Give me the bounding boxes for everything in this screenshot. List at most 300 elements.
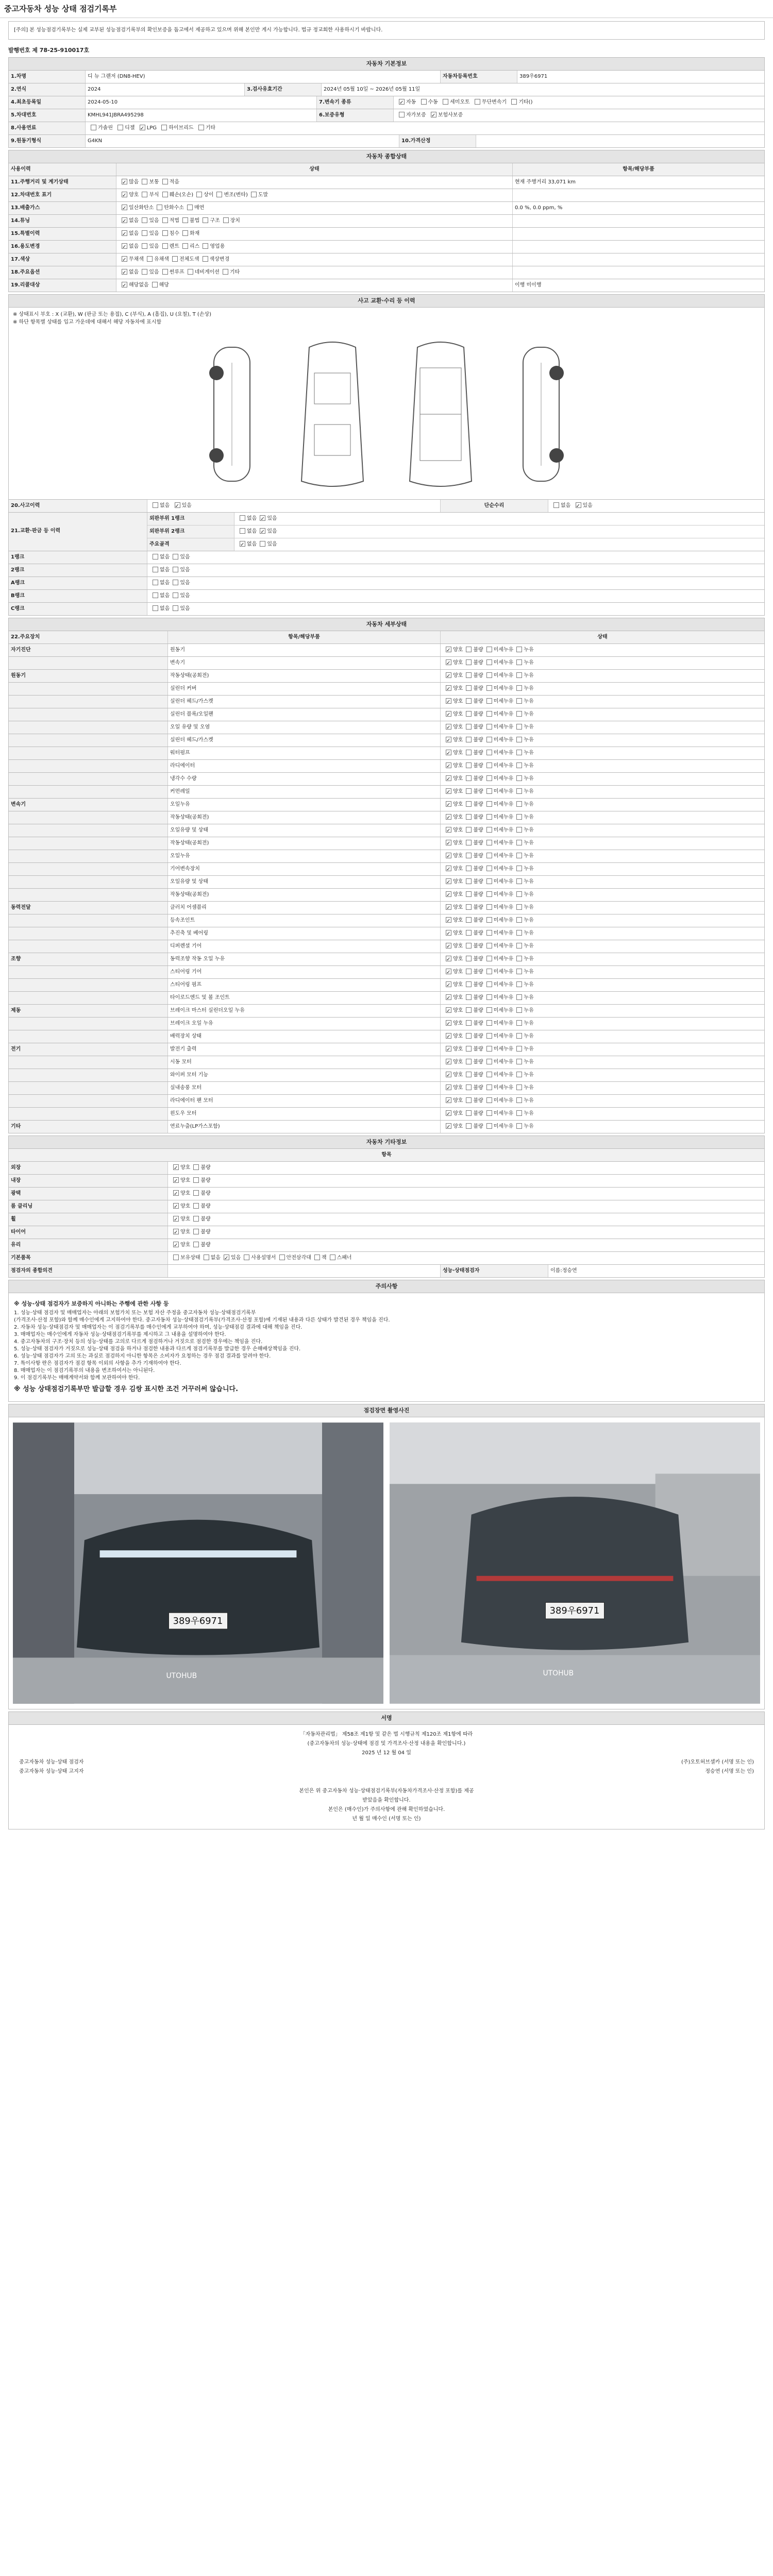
status-col1: 사용이력 bbox=[9, 163, 116, 176]
extra-row bbox=[9, 1213, 764, 1226]
checkbox bbox=[466, 685, 472, 691]
status-row-label: 11.주행거리 및 계기상태 bbox=[9, 176, 116, 189]
checkbox bbox=[173, 1242, 179, 1247]
checkbox bbox=[446, 750, 451, 755]
checkbox bbox=[516, 685, 522, 691]
checkbox bbox=[486, 1110, 492, 1116]
checkbox bbox=[516, 943, 522, 948]
trans-label: 7.변속기 종류 bbox=[317, 96, 394, 109]
checkbox bbox=[466, 969, 472, 974]
checkbox bbox=[142, 179, 147, 184]
basic-info-head: 자동차 기본정보 bbox=[8, 57, 765, 71]
detail-row bbox=[9, 850, 764, 863]
detail-row bbox=[9, 760, 764, 773]
checkbox bbox=[122, 205, 127, 210]
notes-line: 9. 이 점검기록부는 매매계약서와 함께 보관하여야 한다. bbox=[14, 1375, 140, 1381]
checkbox bbox=[466, 840, 472, 845]
part-row-rank: 2랭크 bbox=[9, 564, 147, 577]
detail-item-state: ✓ 양호 불량 미세누유 누유 bbox=[441, 1030, 764, 1043]
motor-label: 9.원동기형식 bbox=[9, 135, 86, 147]
part-row bbox=[9, 551, 764, 564]
extra-item-state: ✓ 양호 불량 bbox=[168, 1213, 764, 1226]
status-row-options: ✓ 없음 있음 침수 화재 bbox=[116, 228, 513, 240]
checkbox bbox=[516, 1084, 522, 1090]
checkbox bbox=[516, 917, 522, 923]
detail-item-state: ✓ 양호 불량 미세누유 누유 bbox=[441, 799, 764, 811]
checkbox bbox=[446, 1046, 451, 1052]
checkbox bbox=[193, 1203, 199, 1209]
detail-row bbox=[9, 902, 764, 914]
guarantee-label: 6.보증유형 bbox=[317, 109, 394, 122]
checkbox bbox=[516, 659, 522, 665]
checkbox bbox=[193, 1177, 199, 1183]
detail-item-state: ✓ 양호 불량 미세누유 누유 bbox=[441, 1043, 764, 1056]
checkbox bbox=[173, 1216, 179, 1222]
checkbox bbox=[516, 672, 522, 678]
checkbox bbox=[516, 711, 522, 717]
reg-no-value: 389우6971 bbox=[519, 74, 548, 79]
checkbox bbox=[446, 994, 451, 1000]
detail-item-label: 작동상태(공회전) bbox=[168, 837, 441, 850]
status-row-note bbox=[513, 189, 764, 201]
checkbox bbox=[446, 672, 451, 678]
detail-item-label: 브레이크 마스터 실린더오일 누유 bbox=[168, 1005, 441, 1017]
detail-item-label: 변속기 bbox=[168, 657, 441, 669]
detail-col1: 22.주요장치 bbox=[9, 631, 168, 643]
checkbox bbox=[446, 698, 451, 704]
checkbox bbox=[446, 659, 451, 665]
status-row bbox=[9, 189, 764, 202]
checkbox bbox=[314, 1255, 320, 1260]
status-row bbox=[9, 266, 764, 279]
detail-row bbox=[9, 953, 764, 966]
checkbox bbox=[162, 243, 168, 249]
detail-item-label: 실린더 커버 bbox=[168, 683, 441, 695]
checkbox bbox=[142, 243, 147, 249]
checkbox bbox=[486, 827, 492, 833]
checkbox bbox=[223, 269, 228, 275]
checkbox bbox=[466, 1084, 472, 1090]
status-col3: 항목/해당부품 bbox=[513, 163, 764, 176]
detail-group-label bbox=[9, 1082, 168, 1094]
checkbox bbox=[516, 1110, 522, 1116]
checkbox bbox=[446, 775, 451, 781]
detail-item-label: 와이퍼 모터 기능 bbox=[168, 1069, 441, 1081]
detail-item-label: 배력장치 상태 bbox=[168, 1030, 441, 1043]
checkbox bbox=[446, 891, 451, 897]
detail-group-label bbox=[9, 760, 168, 772]
detail-item-label: 작동상태(공회전) bbox=[168, 670, 441, 682]
detail-item-label: 등속조인트 bbox=[168, 914, 441, 927]
checkbox bbox=[142, 269, 147, 275]
detail-group-label bbox=[9, 708, 168, 721]
detail-item-state: ✓ 양호 불량 미세누유 누유 bbox=[441, 1108, 764, 1120]
status-row-note bbox=[513, 241, 764, 253]
extra-item-state: ✓ 양호 불량 bbox=[168, 1200, 764, 1213]
detail-item-label: 발전기 출력 bbox=[168, 1043, 441, 1056]
detail-group-label: 변속기 bbox=[9, 799, 168, 811]
checkbox bbox=[223, 217, 229, 223]
rank-value: 이름:정승연 bbox=[550, 1268, 577, 1274]
rank-label: 성능·상태점검자 bbox=[441, 1265, 548, 1277]
detail-row bbox=[9, 747, 764, 760]
checkbox bbox=[122, 217, 127, 223]
status-head: 자동차 종합상태 bbox=[8, 150, 765, 163]
detail-item-state: ✓ 양호 불량 미세누유 누유 bbox=[441, 927, 764, 940]
detail-row bbox=[9, 683, 764, 696]
checkbox bbox=[173, 592, 178, 598]
checkbox bbox=[486, 904, 492, 910]
detail-item-state: ✓ 양호 불량 미세누유 누유 bbox=[441, 1069, 764, 1081]
checkbox bbox=[516, 866, 522, 871]
extra-section bbox=[8, 1136, 765, 1278]
detail-group-label: 동력전달 bbox=[9, 902, 168, 914]
status-row-label: 16.용도변경 bbox=[9, 241, 116, 253]
checkbox bbox=[173, 1255, 179, 1260]
checkbox bbox=[446, 956, 451, 961]
part-row-options: 없음 있음 bbox=[147, 551, 764, 564]
part-row bbox=[9, 603, 764, 616]
checkbox bbox=[466, 994, 472, 1000]
checkbox bbox=[122, 282, 127, 287]
checkbox bbox=[182, 230, 188, 236]
checkbox bbox=[466, 1123, 472, 1129]
guarantee-options: 자가보증 ✓ 보험사보증 bbox=[394, 109, 764, 122]
checkbox bbox=[466, 1020, 472, 1026]
detail-row bbox=[9, 1018, 764, 1030]
checkbox bbox=[486, 866, 492, 871]
detail-item-state: ✓ 양호 불량 미세누유 누유 bbox=[441, 1005, 764, 1017]
detail-item-state: ✓ 양호 불량 미세누유 누유 bbox=[441, 657, 764, 669]
checkbox bbox=[486, 685, 492, 691]
checkbox bbox=[244, 1255, 249, 1260]
detail-item-label: 작동상태(공회전) bbox=[168, 811, 441, 824]
part-row-rank: B랭크 bbox=[9, 590, 147, 602]
car-top-rear-icon bbox=[397, 337, 484, 492]
checkbox bbox=[466, 891, 472, 897]
seller-label: 중고자동차 성능·상태 고지자 bbox=[19, 1769, 84, 1774]
detail-item-state: ✓ 양호 불량 미세누유 누유 bbox=[441, 1121, 764, 1133]
checkbox bbox=[153, 592, 158, 598]
extra-row bbox=[9, 1226, 764, 1239]
checkbox bbox=[173, 1190, 179, 1196]
part-row-rank: C랭크 bbox=[9, 603, 147, 615]
checkbox bbox=[446, 943, 451, 948]
extra-row bbox=[9, 1200, 764, 1213]
checkbox bbox=[516, 956, 522, 961]
document-number: 발행번호 제 78-25-910017호 bbox=[8, 47, 90, 54]
first-reg-label: 4.최초등록일 bbox=[9, 96, 86, 109]
detail-group-label bbox=[9, 876, 168, 888]
checkbox bbox=[466, 1110, 472, 1116]
motor-value: G4KN bbox=[86, 135, 399, 147]
rear-photo bbox=[390, 1421, 760, 1705]
checkbox bbox=[182, 243, 188, 249]
checkbox bbox=[466, 1033, 472, 1039]
checkbox bbox=[466, 711, 472, 717]
notes-line: 4. 중고자동차의 구조·장치 등의 성능·상태를 고의로 다르게 점검하거나 거짓으로 점검한 경우에는 책임을 진다. bbox=[14, 1339, 263, 1345]
notes-line: 5. 성능·상태 점검자가 거짓으로 성능·상태 점검을 하거나 점검한 내용과 다르게 점검기록부를 발급한 경우 손해배상책임을 진다. bbox=[14, 1346, 301, 1352]
detail-row bbox=[9, 992, 764, 1005]
extra-opinion-row bbox=[9, 1265, 764, 1278]
checkbox bbox=[516, 737, 522, 742]
checkbox bbox=[516, 1059, 522, 1064]
detail-row bbox=[9, 966, 764, 979]
status-row-options: ✓ 해당없음 해당 bbox=[116, 279, 513, 292]
checkbox bbox=[446, 917, 451, 923]
fuel-label: 8.사용연료 bbox=[9, 122, 86, 134]
inspector-label: 중고자동차 성능·상태 점검자 bbox=[19, 1759, 84, 1765]
checkbox bbox=[486, 981, 492, 987]
part-row-options: 없음 있음 bbox=[147, 564, 764, 577]
detail-item-label: 타이로드엔드 및 볼 조인트 bbox=[168, 992, 441, 1004]
checkbox bbox=[486, 840, 492, 845]
detail-item-state: ✓ 양호 불량 미세누유 누유 bbox=[441, 696, 764, 708]
detail-group-label bbox=[9, 721, 168, 734]
checkbox bbox=[516, 1046, 522, 1052]
checkbox bbox=[486, 750, 492, 755]
checkbox bbox=[466, 737, 472, 742]
checkbox bbox=[153, 605, 158, 611]
checkbox bbox=[486, 698, 492, 704]
checkbox bbox=[203, 243, 208, 249]
extra-row bbox=[9, 1175, 764, 1188]
accident-label: 20.사고이력 bbox=[9, 500, 147, 512]
checkbox bbox=[193, 1190, 199, 1196]
checkbox bbox=[466, 1007, 472, 1013]
detail-group-label bbox=[9, 747, 168, 759]
period-label: 3.검사유효기간 bbox=[245, 83, 322, 96]
notes-line: 3. 매매업자는 매수인에게 자동차 성능·상태점검기록부를 제시하고 그 내용을 설명하여야 한다. bbox=[14, 1332, 226, 1337]
checkbox bbox=[122, 256, 127, 262]
detail-group-label bbox=[9, 863, 168, 875]
detail-item-label: 추진축 및 베어링 bbox=[168, 927, 441, 940]
notes-line: 2. 자동차 성능·상태점검자 및 매매업자는 이 점검기록부를 매수인에게 교부하여야 하며, 성능·상태점검 결과에 대해 책임을 진다. bbox=[14, 1325, 303, 1330]
checkbox bbox=[516, 788, 522, 794]
detail-group-label: 조향 bbox=[9, 953, 168, 965]
status-row bbox=[9, 176, 764, 189]
extra-item-state: ✓ 양호 불량 bbox=[168, 1162, 764, 1174]
signature-section bbox=[8, 1711, 765, 1829]
checkbox bbox=[446, 878, 451, 884]
detail-group-label bbox=[9, 824, 168, 837]
detail-item-state: ✓ 양호 불량 미세누유 누유 bbox=[441, 1082, 764, 1094]
checkbox bbox=[466, 956, 472, 961]
detail-group-label: 제동 bbox=[9, 1005, 168, 1017]
part-row-options: 없음 있음 bbox=[147, 603, 764, 615]
buyer-line: 년 월 일 매수인 (서명 또는 인) bbox=[352, 1816, 421, 1822]
checkbox bbox=[446, 1072, 451, 1077]
front-photo bbox=[13, 1421, 383, 1705]
detail-group-label: 원동기 bbox=[9, 670, 168, 682]
checkbox bbox=[142, 230, 147, 236]
detail-row bbox=[9, 721, 764, 734]
status-row-label: 19.리콜대상 bbox=[9, 279, 116, 292]
checkbox bbox=[446, 1020, 451, 1026]
basic-items-options: 보유상태 없음✓ 있음 사용설명서 안전삼각대 잭 스패너 bbox=[168, 1252, 764, 1264]
checkbox bbox=[157, 205, 162, 210]
extra-basic-items-row bbox=[9, 1252, 764, 1265]
checkbox bbox=[122, 269, 127, 275]
checkbox bbox=[516, 1020, 522, 1026]
checkbox bbox=[193, 1216, 199, 1222]
seller-name: 정승연 (서명 또는 인) bbox=[705, 1769, 754, 1774]
checkbox bbox=[173, 1203, 179, 1209]
checkbox bbox=[486, 711, 492, 717]
checkbox bbox=[153, 567, 158, 572]
checkbox bbox=[204, 1255, 209, 1260]
notes-section bbox=[8, 1280, 765, 1402]
checkbox bbox=[446, 762, 451, 768]
detail-group-label bbox=[9, 683, 168, 695]
checkbox bbox=[147, 256, 153, 262]
checkbox bbox=[466, 1046, 472, 1052]
checkbox bbox=[446, 866, 451, 871]
major-frame-label: 주요골격 bbox=[147, 538, 234, 551]
checkbox bbox=[193, 1229, 199, 1234]
checkbox bbox=[446, 969, 451, 974]
checkbox bbox=[516, 904, 522, 910]
checkbox bbox=[446, 930, 451, 936]
detail-item-state: ✓ 양호 불량 미세누유 누유 bbox=[441, 734, 764, 747]
inspector-opinion-label: 점검자의 종합의견 bbox=[9, 1265, 168, 1277]
checkbox bbox=[173, 1164, 179, 1170]
checkbox bbox=[466, 698, 472, 704]
checkbox bbox=[486, 1084, 492, 1090]
notes-line: (가격조사·산정 포함)와 함께 매수인에게 고지하여야 한다. 중고자동차 성능·상태점검기록부(가격조사·산정 포함)에 기재된 내용과 다른 상태가 발견된 경우 책임을 진다. bbox=[14, 1317, 390, 1323]
checkbox bbox=[466, 943, 472, 948]
notes-line: 6. 성능·상태 점검자가 고의 또는 과실로 점검하지 아니한 항목은 소비자가 요청하는 경우 점검 결과를 알려야 한다. bbox=[14, 1353, 271, 1359]
rear-lift-brand: UTOHUB bbox=[543, 1669, 574, 1678]
detail-item-state: ✓ 양호 불량 미세누유 누유 bbox=[441, 670, 764, 682]
reg-no-label: 자동차등록번호 bbox=[441, 71, 517, 83]
rank2-label: 외판부위 2랭크 bbox=[147, 526, 234, 538]
checkbox bbox=[173, 1177, 179, 1183]
detail-item-label: 오일유량 및 상태 bbox=[168, 824, 441, 837]
checkbox bbox=[330, 1255, 335, 1260]
checkbox bbox=[466, 827, 472, 833]
checkbox bbox=[516, 994, 522, 1000]
front-plate: 389우6971 bbox=[173, 1616, 223, 1627]
detail-item-state: ✓ 양호 불량 미세누유 누유 bbox=[441, 940, 764, 953]
checkbox bbox=[486, 917, 492, 923]
checkbox bbox=[486, 943, 492, 948]
extra-item-label: 타이어 bbox=[9, 1226, 168, 1239]
checkbox bbox=[466, 878, 472, 884]
status-row bbox=[9, 253, 764, 266]
checkbox bbox=[193, 1164, 199, 1170]
detail-item-label: 브레이크 오일 누유 bbox=[168, 1018, 441, 1030]
detail-item-label: 스티어링 펌프 bbox=[168, 979, 441, 991]
basic-items-label: 기본품목 bbox=[9, 1252, 168, 1264]
status-row-note: 0.0 %, 0.0 ppm, % bbox=[515, 205, 563, 211]
checkbox bbox=[466, 775, 472, 781]
simple-repair-label: 단순수리 bbox=[441, 500, 548, 512]
sign-date: 2025 년 12 월 04 일 bbox=[362, 1750, 411, 1756]
year-value: 2024 bbox=[86, 83, 245, 96]
notes-line: 8. 매매업자는 이 점검기록부의 내용을 변조하여서는 아니된다. bbox=[14, 1368, 155, 1374]
checkbox bbox=[486, 1059, 492, 1064]
checkbox bbox=[466, 788, 472, 794]
checkbox bbox=[162, 217, 168, 223]
notes-head: 주의사항 bbox=[8, 1280, 765, 1293]
detail-row bbox=[9, 708, 764, 721]
inspector-opinion-value bbox=[168, 1265, 441, 1277]
status-row-note: 현재 주행거리 33,071 km bbox=[515, 179, 576, 185]
detail-item-state: ✓ 양호 불량 미세누유 누유 bbox=[441, 747, 764, 759]
detail-group-label bbox=[9, 1030, 168, 1043]
car-name-label: 1.차명 bbox=[9, 71, 86, 83]
detail-group-label bbox=[9, 992, 168, 1004]
detail-item-label: 라디에이터 bbox=[168, 760, 441, 772]
first-reg-value: 2024-05-10 bbox=[86, 96, 317, 109]
status-row-options: ✓ 무채색 유채색 전체도색 색상변경 bbox=[116, 253, 513, 266]
checkbox bbox=[446, 1110, 451, 1116]
detail-group-label: 자기진단 bbox=[9, 644, 168, 656]
checkbox bbox=[486, 647, 492, 652]
part-row-rank: 1랭크 bbox=[9, 551, 147, 564]
checkbox bbox=[516, 981, 522, 987]
checkbox bbox=[173, 567, 178, 572]
detail-row bbox=[9, 1108, 764, 1121]
detail-row bbox=[9, 940, 764, 953]
detail-item-label: 오일누유 bbox=[168, 799, 441, 811]
detail-group-label bbox=[9, 657, 168, 669]
checkbox bbox=[486, 762, 492, 768]
checkbox bbox=[516, 969, 522, 974]
detail-row bbox=[9, 863, 764, 876]
checkbox bbox=[486, 659, 492, 665]
checkbox bbox=[196, 192, 202, 197]
checkbox bbox=[486, 1033, 492, 1039]
checkbox bbox=[203, 256, 208, 262]
sign-line-1: 「자동차관리법」 제58조 제1항 및 같은 법 시행규칙 제120조 제1항에 따라 bbox=[300, 1732, 473, 1737]
accident-options: 없음 ✓ 있음 bbox=[147, 500, 441, 512]
detail-item-state: ✓ 양호 불량 미세누유 누유 bbox=[441, 837, 764, 850]
detail-row bbox=[9, 696, 764, 708]
detail-row bbox=[9, 837, 764, 850]
status-row-note bbox=[513, 253, 764, 266]
checkbox bbox=[122, 230, 127, 236]
checkbox bbox=[446, 904, 451, 910]
status-row-options: ✓ 양호 부식 훼손(오손) 상이 변조(변타) 도말 bbox=[116, 189, 513, 201]
status-row-label: 13.배출가스 bbox=[9, 202, 116, 214]
status-row-options: ✓ 많음 보통 적음 bbox=[116, 176, 513, 189]
status-row-label: 15.특별이력 bbox=[9, 228, 116, 240]
notes-warning: ※ 성능 상태점검기록부만 발급할 경우 김쌍 표시한 조건 거꾸러써 않습니다. bbox=[14, 1385, 239, 1393]
detail-row bbox=[9, 670, 764, 683]
checkbox bbox=[466, 724, 472, 730]
status-row-note: 이행 미이행 bbox=[515, 282, 542, 288]
detail-row bbox=[9, 1095, 764, 1108]
detail-group-label bbox=[9, 811, 168, 824]
status-row-note bbox=[513, 215, 764, 227]
checkbox bbox=[466, 917, 472, 923]
detail-group-label bbox=[9, 1069, 168, 1081]
checkbox bbox=[187, 205, 193, 210]
checkbox bbox=[466, 981, 472, 987]
detail-row bbox=[9, 786, 764, 799]
status-row-label: 18.주요옵션 bbox=[9, 266, 116, 279]
detail-row bbox=[9, 824, 764, 837]
detail-item-label: 시동 모터 bbox=[168, 1056, 441, 1069]
status-row bbox=[9, 279, 764, 292]
extra-item-label: 광택 bbox=[9, 1188, 168, 1200]
checkbox bbox=[466, 659, 472, 665]
checkbox bbox=[516, 930, 522, 936]
checkbox bbox=[153, 554, 158, 560]
checkbox bbox=[516, 801, 522, 807]
